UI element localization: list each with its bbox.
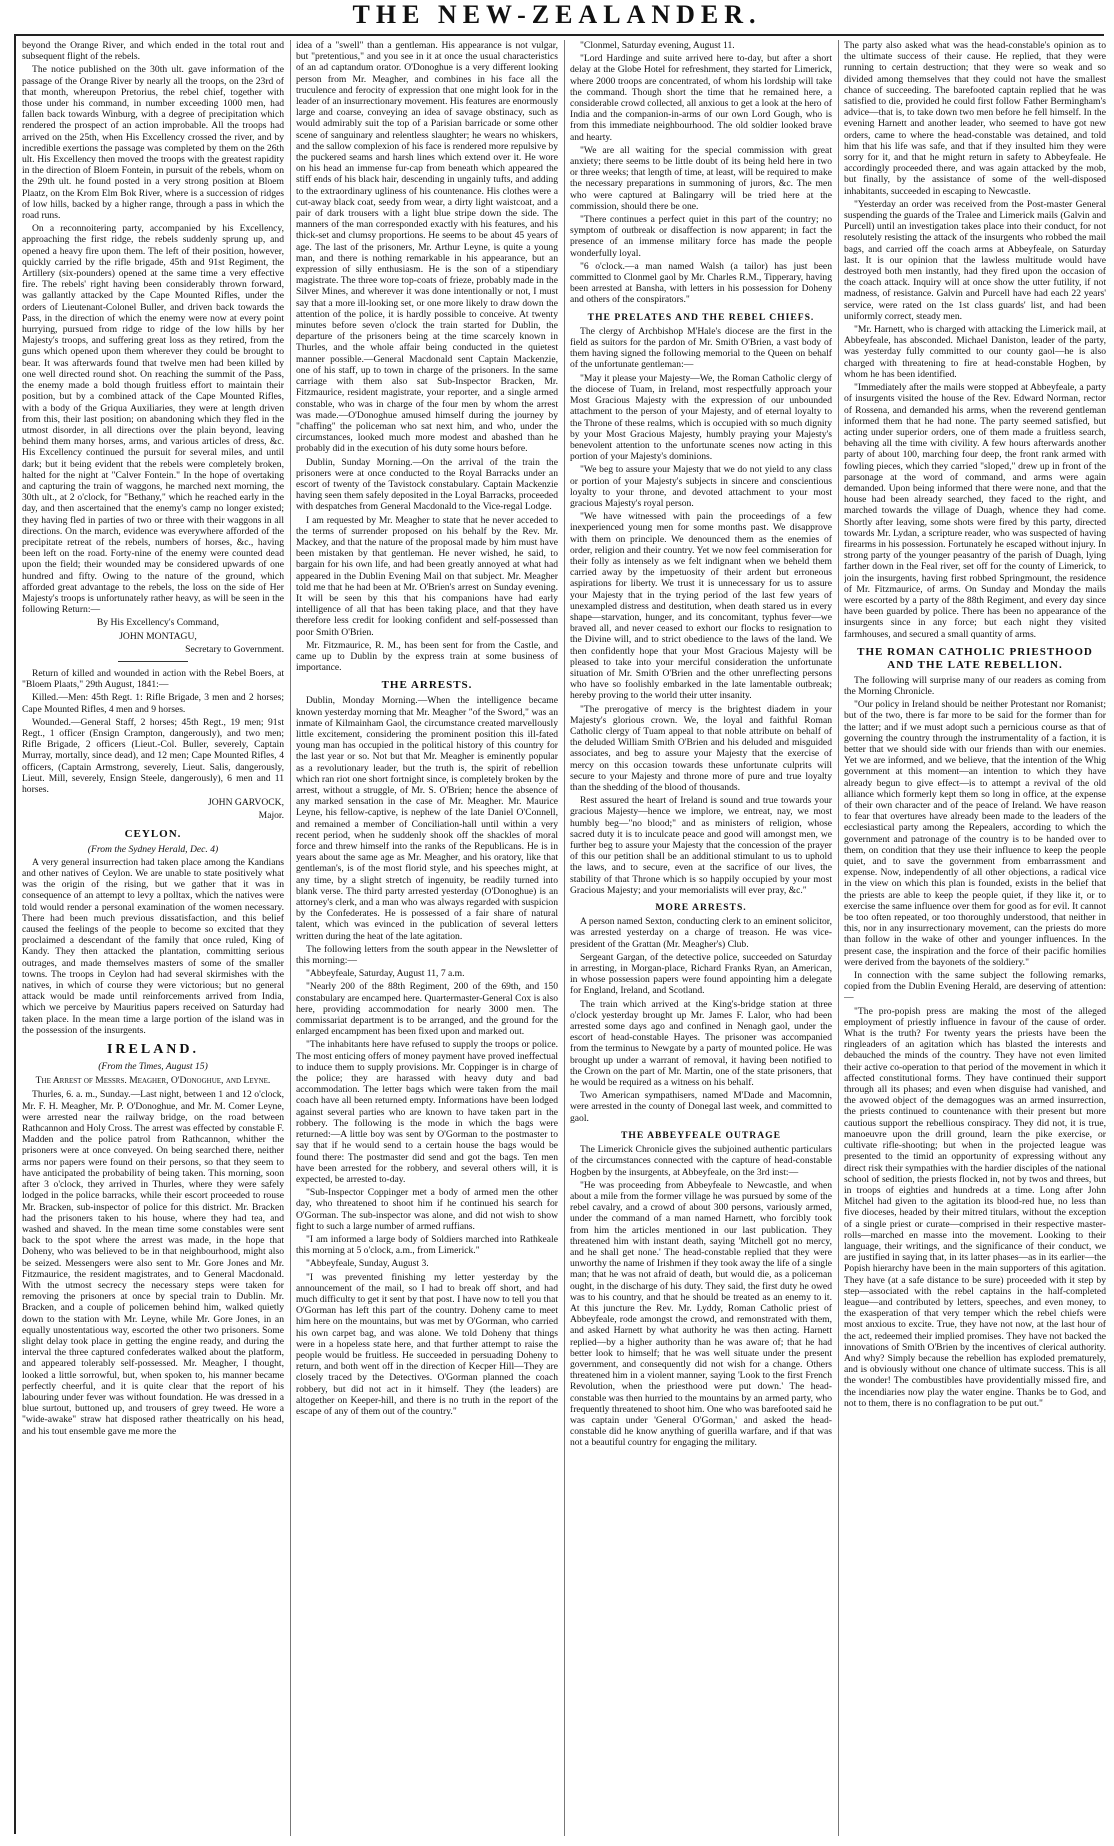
article-paragraph: "The inhabitants here have refused to supply the troops or police. The most enticing offers of money payment have proved ineffectual to induce them to supply provisions. Mr. Coppinger is in charge of the police; they are harassed with heavy duty and bad accommodation. The letter bags which were taken from the mail coach have all been returned empty. Informations have been lodged against several parties who are known to have taken part in the robbery. The following is the mode in which the bags were returned:—A little boy was sent by O'Gorman to the postmaster to say that if he would send to a certain house the bags would be found there: The postmaster did send and got the bags. Ten men have been arrested for the robbery, and several others will, it is expected, be arrested to-day. (296, 1039, 558, 1185)
article-paragraph: "We beg to assure your Majesty that we do not yield to any class or portion of your Majesty's subjects in sincere and conscientious loyalty to your throne, and devoted attachment to your most gracious Majesty's royal person. (570, 464, 832, 509)
article-paragraph: In connection with the same subject the following remarks, copied from the Dublin Evening Herald, are deserving of attention:— (844, 970, 1106, 1004)
wounded-list: Wounded.—General Staff, 2 horses; 45th Regt., 19 men; 91st Regt., 1 officer (Ensign Crampton, dangerously), and two men; Rifle Brigade, 2 officers (Lieut.-Col. Buller, severely, Captain Murray, mortally, since dead), and 12 men; Cape Mounted Rifles, 4 officers, (Captain Armstrong, severely, Lieut. Salis, dangerously, Lieut. Mill, severely, Ensign Steele, dangerously), 6 men and 11 horses. (22, 716, 284, 795)
return-heading: Return of killed and wounded in action with the Rebel Boers, at "Bloem Plaats," 29th August, 1841:— (22, 667, 284, 691)
left-margin-rule (14, 34, 16, 1834)
article-paragraph: "Lord Hardinge and suite arrived here to-day, but after a short delay at the Globe Hotel for refreshment, they started for Limerick, where 2000 troops are concentrated, of whom his lordship will take the command. Though short the time that he remained here, a considerable crowd collected, all anxious to get a look at the hero of India and the companion-in-arms of our own Lord Gough, who is from this immediate neighbourhood. The old soldier looked brave and hearty. (570, 53, 832, 143)
article-paragraph: The Limerick Chronicle gives the subjoined authentic particulars of the circumstances connected with the capture of head-constable Hogben by the insurgents, at Abbeyfeale, on the 3rd inst:— (570, 1144, 832, 1178)
article-paragraph: "He was proceeding from Abbeyfeale to Newcastle, and when about a mile from the former village he was pursued by some of the rebel cavalry, and a crowd of about 300 persons, variously armed, under the command of a man named Harnett, who forcibly took from him the articles mentioned in our last publication. They threatened him with instant death, saying 'Mitchell got no mercy, and he shall get none.' The head-constable replied that they were unworthy the name of Irishmen if they took away the life of a single man; that he was not afraid of death, but would die, as a policeman ought, in the discharge of his duty. They said, the first duty he owed was to his country, and that he should be treated as an enemy to it. At this juncture the Rev. Mr. Lyddy, Roman Catholic priest of Abbeyfeale, rode amongst the crowd, and remonstrated with them, and asked Harnett by what authority he was then acting. Harnett replied—by a higher authority than he was aware of; that he had better look to himself; that he was well situate under the present government, and consequently did not wish for a change. Others threatened him in a violent manner, saying 'Look to the first French Revolution, when the priesthood were put down.' The head-constable was then hurried to the mountains by an armed party, who frequently threatened to shoot him. One who was barefooted said he was captain under 'General O'Gorman,' and asked the head-constable did he know anything of guerilla warfare, and if that was not a beautiful country for engaging the military. (570, 1179, 832, 1449)
column-1 (22, 40, 284, 1840)
column-4 (844, 40, 1106, 1840)
article-paragraph: "There continues a perfect quiet in this part of the country; no symptom of outbreak or disaffection is now apparent; in fact the presence of an immense military force has made the people wonderfully loyal. (570, 214, 832, 259)
article-paragraph: "Nearly 200 of the 88th Regiment, 200 of the 69th, and 150 constabulary are encamped here. Quartermaster-General Cox is also here, providing accommodation for nearly 3000 men. The commissariat department is to be arranged, and the ground for the enlarged encampment has been fixed upon and marked out. (296, 981, 558, 1038)
column-divider (838, 40, 839, 1836)
article-paragraph: Thurles, 6. a. m., Sunday.—Last night, between 1 and 12 o'clock, Mr. F. H. Meagher, Mr. P. O'Donoghue, and Mr. M. Comer Leyne, were arrested near the railway bridge, on the road between Rathcannon and Holy Cross. The arrest was effected by constable F. Madden and the police patrol from Rathcannon, whither the prisoners were at once conveyed. On being searched there, neither arms nor papers were found on their persons, so that they seem to have anticipated the probability of being taken. This morning, soon after 3 o'clock, they arrived in Thurles, where they were safely lodged in the police barracks, while their escort proceeded to rouse Mr. Bracken, sub-inspector of police for this district. Mr. Bracken had the prisoners taken to his house, where they had tea, and washed and shaved. In the mean time some constables were sent back to the spot where the arrest was made, in the hope that Doheny, who was believed to be in that neighbourhood, might also be seized. Messengers were also sent to Mr. Gore Jones and Mr. Fitzmaurice, the resident magistrates, and to General Macdonald. With the utmost secrecy the necessary steps were taken for removing the prisoners at once by special train to Dublin. Mr. Bracken, and a couple of policemen behind him, walked quietly down to the station with Mr. Leyne, while Mr. Gore Jones, in an equally unostentatious way, escorted the other two prisoners. Some slight delay took place in getting the engine ready, and during the interval the three captured confederates walked about the platform, and appeared tolerably self-possessed. Mr. Meagher, I thought, looked a little sorrowful, but, when spoken to, his manner became perfectly cheerful, and it is quite clear that the report of his labouring under fever was without foundation. He was dressed in a blue surtout, buttoned up, and trousers of grey tweed. He wore a "wide-awake" straw hat disposed rather theatrically on his head, and his tout ensemble gave me more the (22, 1089, 284, 1437)
article-paragraph: "I am informed a large body of Soldiers marched into Rathkeale this morning at 5 o'clock, a.m., from Limerick." (296, 1233, 558, 1257)
signature-title: Major. (258, 810, 284, 822)
article-paragraph: "Mr. Harnett, who is charged with attacking the Limerick mail, at Abbeyfeale, has absconded. Michael Daniston, leader of the party, was yesterday fully committed to our county gaol—he is also charged with threatening to fire at head-constable Hogben, by whom he has been identified. (844, 324, 1106, 380)
article-paragraph: "We are all waiting for the special commission with great anxiety; there seems to be little doubt of its being held here in two or three weeks; that length of time, at least, will be required to make the necessary preparations in summoning of jurors, &c. The men who were captured at Balingarry will be tried here at the commission, should there be one. (570, 144, 832, 212)
section-heading-arrests: THE ARRESTS. (381, 679, 473, 692)
section-heading-roman-catholic: THE ROMAN CATHOLIC PRIESTHOOD AND THE LATE REBELLION. (857, 645, 1093, 671)
letter-dateline: "Abbeyfeale, Saturday, August 11, 7 a.m. (306, 968, 465, 980)
article-paragraph: Sergeant Gargan, of the detective police, succeeded on Saturday in arresting, in Morgan-place, Richard Franks Ryan, an American, in whose possession papers were found appointing him a delegate for England, Ireland, and Scotland. (570, 951, 832, 997)
column-3 (570, 40, 832, 1840)
article-paragraph: The train which arrived at the King's-bridge station at three o'clock yesterday brought up Mr. James F. Lalor, who had been arrested some days ago and confined in Nenagh gaol, under the escort of head-constable Hayes. The prisoner was accompanied from the terminus to Newgate by a party of mounted police. He was brought up under a warrant of removal, it having been notified to the Crown on the part of Mr. Martin, one of the state prisoners, that he would be required as a witness on his behalf. (570, 998, 832, 1089)
section-heading-abbeyfeale: THE ABBEYFEALE OUTRAGE (620, 1129, 782, 1141)
article-paragraph: The following will surprise many of our readers as coming from the Morning Chronicle. (844, 674, 1106, 697)
article-paragraph: The notice published on the 30th ult. gave information of the passage of the Orange River by nearly all the troops, on the 23rd of that month, whereupon Pretorius, the rebel chief, together with those under his command, in number exceeding 1000 men, had fallen back towards Winburg, with a degree of precipitation which rendered the prospect of an action improbable. All the troops had arrived on the 25th, when His Excellency crossed the river, and by incredible exertions the passage was completed by them on the 26th ult. His Excellency then moved the troops with the greatest rapidity in the direction of Bloem Fontein, in pursuit of the rebels, whom on the 29th ult. he found posted in a very strong position at Bloem Plaatz, on the Krom Elm Bok River, where is a succession of ridges of low hills, backed by a higher range, through a pass in which the road runs. (22, 64, 284, 222)
section-heading-ireland: IRELAND. (106, 1042, 200, 1058)
article-paragraph: Two American sympathisers, named M'Dade and Macomnin, were arrested in the county of Donegal last week, and committed to gaol. (570, 1090, 832, 1124)
article-paragraph: "We have witnessed with pain the proceedings of a few inexperienced young men for some months past. We disapprove with them on principle. We denounced them as the enemies of order, religion and their country. Yet we now feel commiseration for their folly as intensely as we felt indignant when we beheld them carried away by the impetuosity of their ardent but erroneous aspirations for liberty. We trust it is unnecessary for us to assure your Majesty that in the trying period of the last few years of unexampled distress and destitution, when death stared us in every shape—starvation, hunger, and its concomitant, typhus fever—we braved all, and never ceased to exhort our flocks to resignation to the Divine will, and to strict obedience to the laws of the land. We then confidently hope that your Most Gracious Majesty will be pleased to take into your merciful consideration the unfortunate situation of Mr. Smith O'Brien and the other unreflecting persons who have so foolishly embarked in the late lamentable outbreak; hereby proving to the world their utter insanity. (570, 511, 832, 702)
section-rule (118, 661, 188, 662)
letter-dateline: "Clonmel, Saturday evening, August 11. (580, 40, 735, 51)
masthead (0, 0, 1114, 34)
article-paragraph: On a reconnoitering party, accompanied by his Excellency, approaching the first ridge, the rebels suddenly sprung up, and opened a heavy fire upon them. The left of their position, however, quickly carried by the rifle brigade, 45th and 91st Regiment, the Artillery (six-pounders) opened at the same time a very effective fire. The rebels' right having been considerably thrown forward, was gallantly attacked by the Cape Mounted Rifles, under the orders of Lieutenant-Colonel Buller, and driven back towards the Pass, in the direction of which the enemy were now at every point hurrying, pursued from ridge to ridge of the low hills by her Majesty's troops, and suffering great loss as they retired, from the guns which opened upon them wherever they could be brought to bear. It was afterwards found that twelve men had been killed by one well directed round shot. On reaching the summit of the Pass, the enemy made a bold though fruitless effort to maintain their position, but by a combined attack of the Cape Mounted Rifles, with a body of the Griqua Auxiliaries, they were at length driven from this, their last position; on abandoning which they fled in the utmost disorder, in all directions over the plain beyond, leaving behind them many horses, arms, and various articles of dress, &c. His Excellency continued the pursuit for several miles, and until dark; but it being evident that the rebels were completely broken, halted for the night at "Calver Fontein." In the hope of overtaking and capturing the train of waggons, he marched next morning, the 30th ult., at 2 o'clock, for "Bethany," which he reached early in the day, and then ascertained that the enemy's camp no longer existed; they having fled in parties of two or three with their waggons in all directions. On the march, evidence was everywhere afforded of the precipitate retreat of the rebels, numbers of horses, &c., having been left on the road. Forty-nine of the enemy were counted dead upon the field; their wounded may be considered upwards of one hundred and fifty. Owing to the nature of the ground, which afforded great advantage to the rebels, the loss on the side of Her Majesty's troops is unfortunately rather heavy, as will be seen in the following Return:— (22, 223, 284, 616)
article-paragraph: Dublin, Sunday Morning.—On the arrival of the train the prisoners were at once conducted to the Royal Barracks under an escort of twenty of the Tavistock constabulary. Captain Mackenzie having seen them safely deposited in the Loyal Barracks, proceeded with despatches from General Macdonald to the Vice-regal Lodge. (296, 456, 558, 513)
article-paragraph: "Our policy in Ireland should be neither Protestant nor Romanist; but of the two, there is far more to be said for the former than for the latter; and if we must adopt such a pernicious course as that of governing the country through the instrumentality of a faction, it is better that we should side with our friends than with our enemies. Yet we are informed, and we believe, that the intention of the Whig government at this moment—an intention to which they have already begun to give effect—is to attempt a revival of the old alliance which formerly kept them so long in office, at the expense of their own character and of the peace of Ireland. We have reason to fear that overtures have already been made to the leaders of the ecclesiastical party among the Repealers, according to which the government and patronage of the country is to be handed over to them, on condition that they use their influence to keep the people quiet, and to save the government from embarrassment and expense. Now, independently of all other objections, a radical vice in the view on which this plan is founded, exists in the belief that the priests are able to keep the people quiet, if they like it, or to exercise the same influence over them for good as for evil. It cannot be too often repeated, or too thoroughly understood, that neither in this, nor in any insurrectionary movement, can the priests do more than follow in the wake of other and younger influences. In the present case, the inspiration and the force of their pacific homilies were derived from the bayonets of the soldiery." (844, 699, 1106, 968)
article-paragraph: "6 o'clock.—a man named Walsh (a tailor) has just been committed to Clonmel gaol by Mr. Charles R.M., Tipperary, having been arrested at Bansha, with letters in his possession for Doheny and others of the conspirators." (570, 260, 832, 306)
article-paragraph: I am requested by Mr. Meagher to state that he never acceded to the terms of surrender proposed on his behalf by the Rev. Mr. Mackey, and that the nature of the proposal made by him must have been mistaken by that gentleman. He never wished, he said, to bargain for his own life, and had been greatly annoyed at what had appeared in the Dublin Evening Mail on that subject. Mr. Meagher told me that he had been at Mr. O'Brien's arrest on Sunday evening. It will be seen by this that his companions have had early intelligence of all that has been taking place, and that they have therefore less credit for looking confident and self-possessed than poor Smith O'Brien. (296, 514, 558, 638)
article-paragraph: The following letters from the south appear in the Newsletter of this morning:— (296, 943, 558, 967)
article-paragraph: Dublin, Monday Morning.—When the intelligence became known yesterday morning that Mr. Meagher "of the Sword," was an inmate of Kilmainham Gaol, the circumstance created marvellously little excitement, considering the prominent position this ill-fated young man has occupied in the political history of this country for the last year or so. Not but that Mr. Meagher is eminently popular as a revolutionary leader, but the truth is, the spirit of rebellion which ran riot one short fortnight since, is completely broken by the arrest, without a struggle, of Mr. S. O'Brien; hence the absence of any marked sensation in the case of Mr. Meagher. Mr. Maurice Leyne, his fellow-captive, is nephew of the late Daniel O'Connell, and remained a member of Conciliation-hall until within a very recent period, when he suddenly shook off the shackles of moral force and threw himself into the ranks of the Republicans. He is in years about the same age as Mr. Meagher, and his oratory, like that gentleman's, is of the most florid style, and his speeches might, at any time, by a slight stretch of ingenuity, be readily turned into blank verse. The third party arrested yesterday (O'Donoghue) is an attorney's clerk, and a man who was always regarded with suspicion by the Confederates. He is possessed of a fair share of natural talent, which was evinced in the publication of several letters written during the heat of the late agitation. (296, 695, 558, 942)
section-heading-more-arrests: MORE ARRESTS. (655, 902, 747, 914)
article-paragraph: beyond the Orange River, and which ended in the total rout and subsequent flight of the rebels. (22, 40, 284, 63)
section-heading-prelates: THE PRELATES AND THE REBEL CHIEFS. (587, 311, 815, 323)
article-paragraph: A very general insurrection had taken place among the Kandians and other natives of Ceylon. We are unable to state positively what was the origin of the rising, but we gather that it was in consequence of an attempt to levy a polltax, which the natives were told would render a personal examination of the women necessary. There had been much previous dissatisfaction, and this belief caused the feelings of the people to become so excited that they proclaimed a descendant of the family that once ruled, King of Kandy. They then attacked the plantation, committing serious outrages, and made themselves masters of some of the smaller towns. The troops in Ceylon had had several skirmishes with the natives, in which of course they were victorious; but no general attack would be made until reinforcements arrived from India, which we perceive by Mauritius papers received on Saturday had taken place. In the mean time a large portion of the island was in the possession of the insurgents. (22, 856, 284, 1036)
article-paragraph: idea of a "swell" than a gentleman. His appearance is not vulgar, but "pretentious," and you see in it at once the usual characteristics of an ad captandum orator. O'Donoghue is a very different looking person from Mr. Meagher, and combines in his face all the truculence and ferocity of expression that one might look for in the leader of an insurrectionary movement. His features are enormously large and coarse, conveying an idea of savage obstinacy, such as would admirably suit the top of a Parisian barricade or some other scene of sanguinary and relentless slaughter; he wears no whiskers, and the sallow complexion of his face is rendered more repulsive by the puckered seams and harsh lines which extend over it. He wore on his head an immense fur-cap from beneath which appeared the stiff ends of his black hair, descending in ungainly tufts, and adding to the extraordinary ugliness of his countenance. His clothes were a cut-away black coat, seedy from wear, a dirty light waistcoat, and a pair of dark trousers with a light blue stripe down the side. The manners of the man corresponded exactly with his features, and his thick-set and clumsy proportions. He seems to be about 45 years of age. The last of the prisoners, Mr. Arthur Leyne, is quite a young man, and there is nothing remarkable in his appearance, but an expression of silly enthusiasm. He is the son of a stipendiary magistrate. The three wore top-coats of frieze, probably made in the Silver Mines, and wherever it was done intentionally or not, I must say that a more ill-looking set, or one more likely to draw down the attention of the police, it is hardly possible to conceive. At twenty minutes before seven o'clock the train started for Dublin, the departure of the prisoners being at the time scarcely known in Thurles, and the whole affair being conducted in the quietest manner possible.—General Macdonald sent Captain Mackenzie, one of his staff, up to town in charge of the prisoners. In the same carriage with them also sat Sub-Inspector Bracken, Mr. Fitzmaurice, resident magistrate, your reporter, and a single armed constable, who was in charge of the four men by whom the arrest was made.—O'Donoghue amused himself during the journey by "chaffing" the policeman who sat next him, and who, under the circumstances, looked much more modest and abashed than he probably did in the execution of his duty some hours before. (296, 40, 558, 455)
article-subheading: The Arrest of Messrs. Meagher, O'Donoghue, and Leyne. (35, 1075, 271, 1087)
newspaper-title: THE NEW-ZEALANDER. (352, 0, 762, 29)
masthead-rule (14, 34, 1104, 36)
article-paragraph: "Immediately after the mails were stopped at Abbeyfeale, a party of insurgents visited the house of the Rev. Edward Norman, rector of Rossena, and demanded his arms, when the reverend gentleman informed them that he had none. The party seemed satisfied, but acting under superior orders, one of them made a fruitless search, behaving all the time with civility. A few hours afterwards another party of about 100, marching four deep, the front rank armed with fowling pieces, which they carried "sloped," drew up in front of the parsonage at the word of command, and arms were again demanded. Upon being informed that there were none, and that the house had been already searched, they faced to the right, and marched towards the village of Duagh, whence they had come. Shortly after leaving, some shots were fired by this party, directed towards Mr. Lydan, a scripture reader, who was suspected of having firearms in his possession. Fortunately he escaped without injury. In strong party of the younger peasantry of the parish of Duagh, lying farther down in the Feal river, set off for the county of Limerick, to join the insurgents, having first robbed Springmount, the residence of Mr. Fitzmaurice, of arms. On Sunday and Monday the mails were escorted by a party of the 88th Regiment, and every day since have been guarded by police. There has been no appearance of the insurgents since in any force; but each night they visited farmhouses, and secured a small quantity of arms. (844, 382, 1106, 640)
column-divider (290, 40, 291, 1836)
article-paragraph: The clergy of Archbishop M'Hale's diocese are the first in the field as suitors for the pardon of Mr. Smith O'Brien, a vast body of them having signed the following memorial to the Queen on behalf of the unfortunate gentleman:— (570, 325, 832, 371)
article-paragraph: Rest assured the heart of Ireland is sound and true towards your gracious Majesty—hence we implore, we entreat, nay, we most humbly beg—"no blood;" and as ministers of religion, whose sacred duty it is to inculcate peace and good will amongst men, we further beg to assure your Majesty that the concession of the prayer of this our petition shall be an additional stimulant to us to uphold the laws, and to secure, even at the sacrifice of our lives, the stability of that Throne which is so happily occupied by your most Gracious Majesty; and your memorialists will ever pray, &c." (570, 795, 832, 896)
signature-name: JOHN GARVOCK, (208, 797, 284, 809)
article-paragraph: "The pro-popish press are making the most of the alleged employment of priestly influence in favour of the cause of order. What is the truth? For twenty years the priests have been the ringleaders of an agitation which has blasted the interests and debauched the minds of the country. They have not even limited their active co-operation to that period of the movement in which it affected constitutional forms. They have continued their support through all its phases; and even when disguise had vanished, and the avowed object of the demagogues was an armed insurrection, the priests continued to countenance with their present but more cautious support the rebellious conspiracy. They did not, it is true, manoeuvre upon the drill ground, learn the pike exercise, or cultivate rifle-shooting; but when in the projected league was presented to the timid an opportunity of expressing without any direct risk their sympathies with the hardier disciples of the national school of sedition, the priests flocked in, not by twos and threes, but in troops of eighties and hundreds at a time. Long after John Mitchel had given to the agitation its blood-red hue, no less than five dioceses, headed by their mitred titulars, without the exception of a single priest or curate—comprised in their respective master-rolls—marched en masse into the movement. Looking to their language, their writings, and the significance of their conduct, we are justified in saying that, in its latter phases—as in its earlier—the Popish hierarchy have been in the main supporters of this agitation. They have (at a safe distance to be sure) proceeded with it step by step—associated with the rebel captains in the half-completed league—and contributed by letters, speeches, and even money, to the exasperation of that very temper which the rebel chiefs were most anxious to excite. True, they have not now, at the last hour of the act, redeemed their implied promises. They have not backed the innovations of Smith O'Brien by the incentives of clerical authority. And why? Simply because the rebellion has exploded prematurely, and is obviously without one chance of ultimate success. This is all the wonder! The combustibles have providentially missed fire, and the incendiaries now play the water engine. Thanks be to God, and not to them, there is no conflagration to be put out." (844, 1005, 1106, 1409)
column-2 (296, 40, 558, 1840)
column-divider (564, 40, 565, 1836)
article-paragraph: Mr. Fitzmaurice, R. M., has been sent for from the Castle, and came up to Dublin by the express train at some business of importance. (296, 639, 558, 674)
section-source: (From the Sydney Herald, Dec. 4) (87, 843, 219, 855)
article-paragraph: "The prerogative of mercy is the brightest diadem in your Majesty's glorious crown. We, the loyal and faithful Roman Catholic clergy of Tuam appeal to that noble attribute on behalf of the deluded William Smith O'Brien and his deluded and misguided associates, and beg to assure your Majesty that the exercise of mercy on this occasion towards these unfortunate culprits will secure to your Majesty and throne more of pure and true loyalty than the shedding of the blood of thousands. (570, 703, 832, 793)
article-paragraph: "I was prevented finishing my letter yesterday by the announcement of the mail, so I had to break off short, and had much difficulty to get it sent by that post. I have now to tell you that O'Gorman has left this part of the country. Doheny came to meet him here on the mountains, but was met by O'Gorman, who carried his own carpet bag, and was alone. We told Doheny that things were in a hopeless state here, and that further attempt to raise the people would be fruitless. He succeeded in persuading Doheny to return, and both went off in the direction of Kecper Hill—They are closely traced by the Detectives. O'Gorman planned the coach robbery, but did not act in it himself. They (the leaders) are altogether on Keeper-hill, and there is no truth in the report of the escape of any of them out of the country." (296, 1271, 558, 1417)
article-paragraph: "May it please your Majesty—We, the Roman Catholic clergy of the diocese of Tuam, in Ireland, most respectfully approach your Most Gracious Majesty with the expression of our unbounded attachment to the person of your Majesty, and of eternal loyalty to the Throne of these realms, which is occupied with so much dignity by your Most Gracious Majesty, humbly praying your Majesty's benevolent attention to the unfortunate scenes now acting in this portion of your Majesty's dominions. (570, 372, 832, 463)
section-heading-ceylon: CEYLON. (124, 827, 182, 840)
command-line: By His Excellency's Command, (96, 617, 220, 629)
article-paragraph: The party also asked what was the head-constable's opinion as to the ultimate success of their cause. He replied, that they were running to certain destruction; that they were so weak and so divided among themselves that they could not have the smallest chance of succeeding. The barefooted captain replied that he was satisfied to die, provided he could first follow Father Bermingham's advice—that is, to take down two men before he fell himself. In the evening Harnett and another leader, who seemed to have got new orders, came to where the head-constable was detained, and told him that his life was safe, and that if they insulted him they were sorry for it, and that he might return in safety to Abbeyfeale. He accordingly proceeded there, and was again attacked by the mob, but finally, by the assistance of some of the well-disposed inhabitants, succeeded in escaping to Newcastle. (844, 40, 1106, 197)
signature-name: JOHN MONTAGU, (119, 630, 197, 642)
article-paragraph: A person named Sexton, conducting clerk to an eminent solicitor, was arrested yesterday on a charge of treason. He was vice-president of the Grattan (Mr. Meagher's) Club. (570, 916, 832, 950)
article-paragraph: "Sub-Inspector Coppinger met a body of armed men the other day, who threatened to shoot him if he continued his search for O'Gorman. The sub-inspector was alone, and did not wish to show fight to such a large number of armed ruffians. (296, 1187, 558, 1232)
letter-dateline: "Abbeyfeale, Sunday, August 3. (306, 1258, 429, 1270)
section-source: (From the Times, August 15) (98, 1061, 208, 1073)
article-paragraph: "Yesterday an order was received from the Post-master General suspending the guards of the Tralee and Limerick mails (Galvin and Purcell) until an investigation takes place into their conduct, for not resolutely resisting the attack of the insurgents who robbed the mail bags, and carried off the coach arms at Abbeyfeale, on Saturday last. It is our opinion that the lawless multitude would have destroyed both men instantly, had they fired upon the occasion of the coach attack. Inquiry will at once show the utter futility, if not madness, of resistance. Galvin and Purcell have had each 22 years' service, were rated on the 1st class guards' list, and had been uniformly correct, steady men. (844, 198, 1106, 322)
signature-title: Secretary to Government. (185, 643, 284, 655)
killed-list: Killed.—Men: 45th Regt. 1: Rifle Brigade, 3 men and 2 horses; Cape Mounted Rifles, 4 men and 9 horses. (22, 692, 284, 715)
